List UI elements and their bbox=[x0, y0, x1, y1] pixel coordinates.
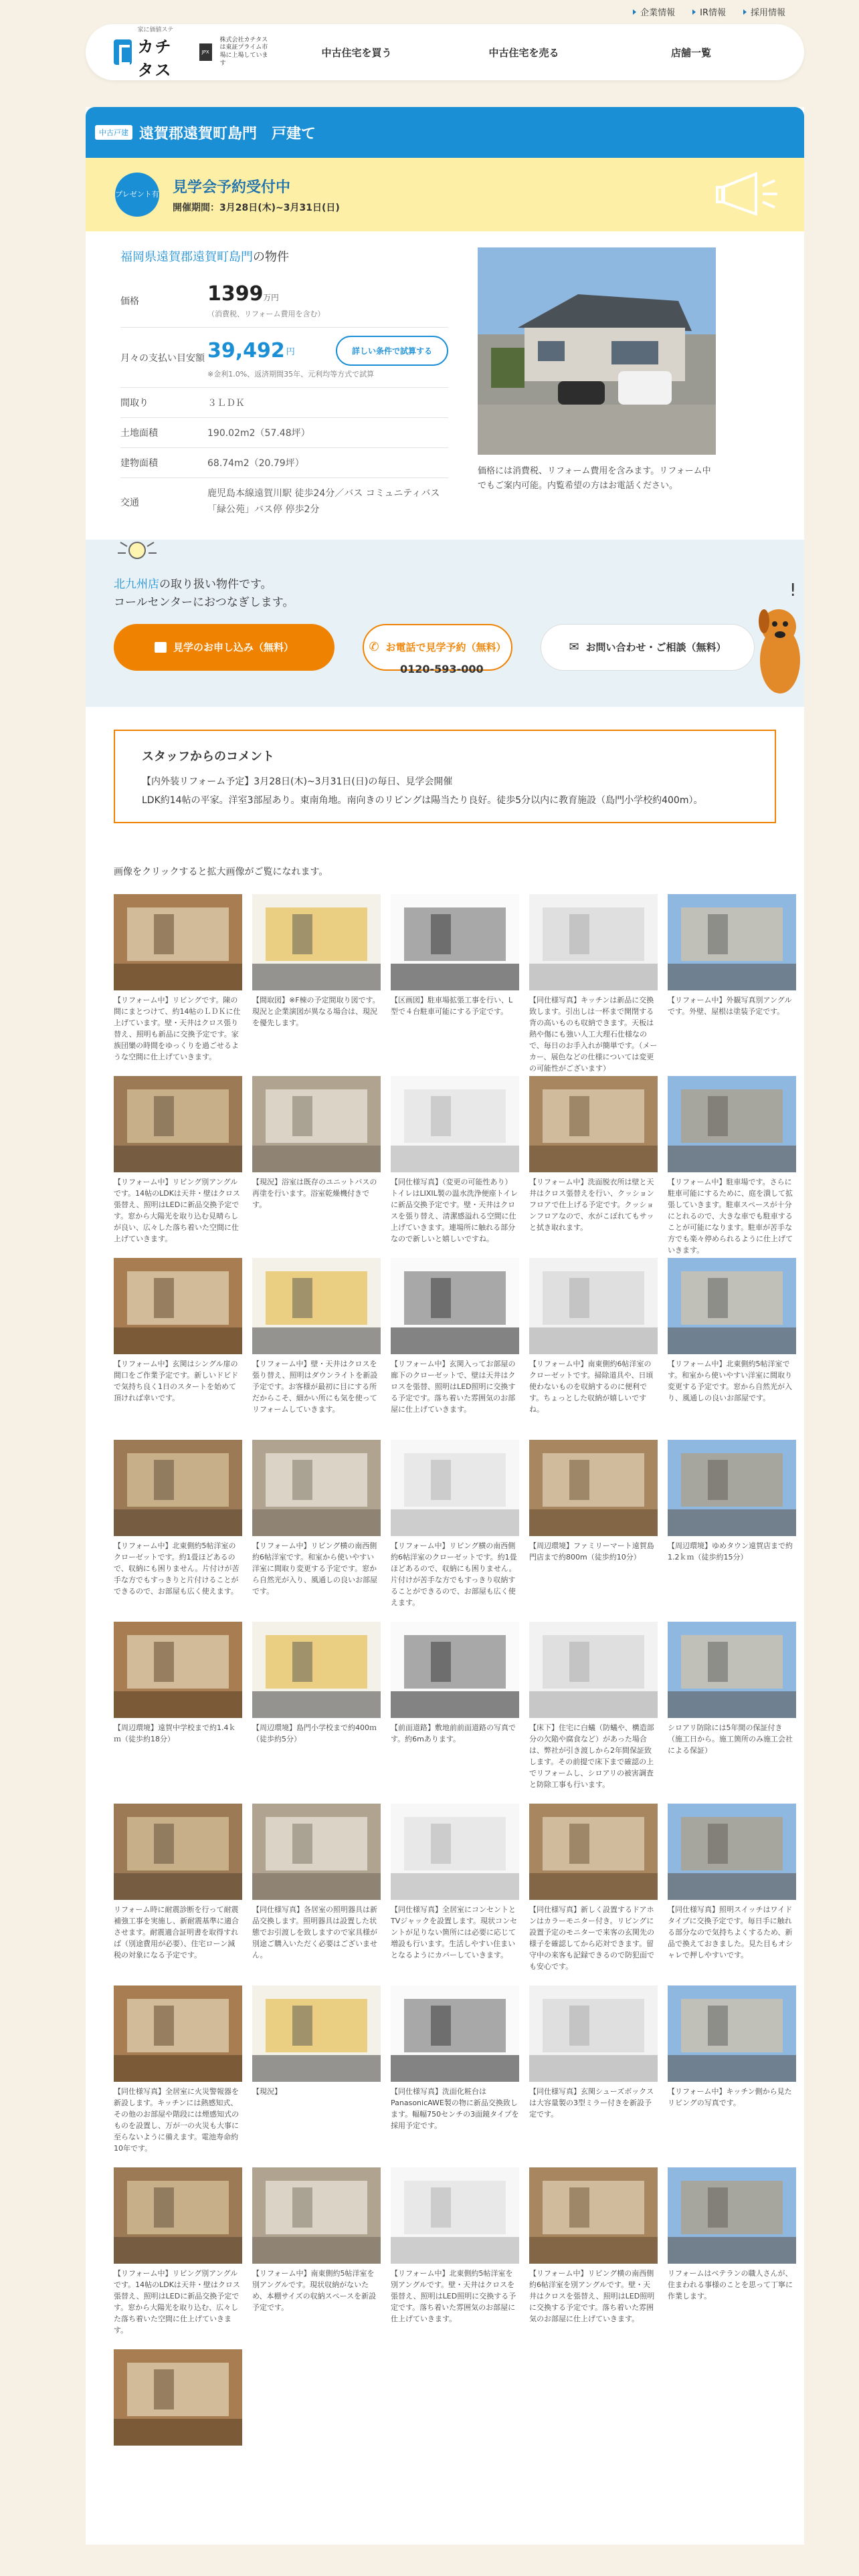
gallery-item[interactable] bbox=[391, 1440, 519, 1622]
gallery-caption: 【同仕様写真】照明スイッチはワイドタイプに交換予定です。毎日手に触れる部分なので気持ちよくするため、新品で換えておきました。見た目もオシャレで押しやすいです。 bbox=[668, 1905, 793, 1959]
gallery-caption: 【床下】住宅に白蟻（防蟻や、構造部分の欠陥や腐食など）があった場合は、弊社が引き渡しから2年間保証致します。その前提で床下まで確認の上でリフォームし、シロアリの被害調査と防除工事も行います。 bbox=[529, 1723, 654, 1789]
top-link-ir[interactable]: IR情報 bbox=[692, 5, 726, 18]
staff-comment bbox=[114, 730, 776, 823]
gallery-item[interactable] bbox=[391, 1804, 519, 1985]
gallery-caption: 【間取図】※F棟の予定間取り図です。現況と企業演図が異なる場合は、現況を優先します。 bbox=[252, 995, 380, 1027]
gallery-caption: 【リフォーム中】駐車場です。さらに駐車可能にするために、庭を潰して拡張していきます。駐車スペースが十分にとれるので、大きな車でも駐車することが可能になります。駐車が苦手な方でも楽々停められるように仕上げていきます。 bbox=[668, 1177, 793, 1255]
land-row bbox=[120, 418, 448, 448]
gallery-item[interactable] bbox=[668, 1804, 796, 1985]
gallery-caption: 【現況】 bbox=[252, 2086, 282, 2096]
property-info bbox=[86, 231, 804, 540]
gallery-item[interactable] bbox=[668, 1076, 796, 1258]
logo-name: カチタス bbox=[137, 37, 173, 80]
nav-sell[interactable]: 中古住宅を売る bbox=[488, 46, 559, 59]
svg-text:!: ! bbox=[789, 580, 797, 601]
gallery-caption: 【前面道路】敷地前前面道路の写真です。約6mあります。 bbox=[391, 1723, 516, 1743]
gallery-thumbnail[interactable] bbox=[114, 1622, 242, 1718]
gallery-caption: 【現況】浴室は既存のユニットバスの再塗を行います。浴室乾燥機付きです。 bbox=[252, 1177, 377, 1209]
visit-request-button[interactable] bbox=[114, 624, 335, 671]
property-heading-suffix: の物件 bbox=[253, 250, 289, 264]
gallery-caption: 【周辺環境】ゆめタウン遠賀店まで約1.2ｋｍ（徒歩約15分） bbox=[668, 1541, 793, 1562]
gallery-thumbnail[interactable] bbox=[252, 894, 381, 990]
gallery-thumbnail[interactable] bbox=[391, 1985, 519, 2082]
gallery-caption: 【リフォーム中】リビング横の南西側約6帖洋室です。和室から使いやすい洋室に間取り変更する予定です。窓から自然光が入り、風通しの良いお部屋です。 bbox=[252, 1541, 377, 1596]
gallery-caption: 【リフォーム中】北東側約5帖洋室のクローゼットです。約1畳ほどあるので、収納にも困りません。片付けが苦手な方でもすっきりと片付けることができるので、お部屋も広く使えます。 bbox=[114, 1541, 240, 1596]
property-area-link[interactable]: 福岡県遠賀郡遠賀町島門 bbox=[120, 250, 253, 264]
gallery-caption: 【周辺環境】島門小学校まで約400ｍ（徒歩約5分） bbox=[252, 1723, 377, 1743]
inquiry-button[interactable] bbox=[541, 624, 755, 671]
gallery-item[interactable] bbox=[114, 2167, 242, 2349]
gallery-thumbnail[interactable] bbox=[391, 1076, 519, 1172]
gallery-item[interactable] bbox=[668, 894, 796, 1076]
gallery-item[interactable] bbox=[668, 2167, 796, 2349]
gallery-thumbnail[interactable] bbox=[391, 1258, 519, 1354]
land-value: 190.02m2（57.48坪） bbox=[207, 428, 310, 439]
gallery-caption: リフォーム時に耐震診断を行って耐震補強工事を実施し、新耐震基準に適合させます。耐震適合証明書を取得すれば（別途費用が必要）、住宅ローン減税の対象になる予定です。 bbox=[114, 1905, 239, 1959]
gallery-thumbnail[interactable] bbox=[529, 894, 658, 990]
property-heading bbox=[120, 247, 448, 265]
site-header bbox=[86, 24, 804, 80]
top-links bbox=[633, 5, 785, 18]
gallery-thumbnail[interactable] bbox=[252, 2167, 381, 2264]
price-row bbox=[120, 274, 448, 328]
phone-booking-label: お電話で見学予約（無料） bbox=[385, 641, 506, 654]
gallery-caption: 【同仕様写真】洗面化粧台はPanasonicAWE製の物に新品交換致します。幅幅750センチの3面鏡タイプを採用予定です。 bbox=[391, 2086, 519, 2130]
logo-icon bbox=[114, 39, 132, 65]
gallery-thumbnail[interactable] bbox=[114, 1440, 242, 1536]
gallery-item[interactable] bbox=[529, 1076, 658, 1258]
gallery-thumbnail[interactable] bbox=[252, 1985, 381, 2082]
listing-tag: 中古戸建 bbox=[95, 125, 132, 140]
comment-line-2: LDK約14帖の平家。洋室3部屋あり。東南角地。南向きのリビングは陽当たり良好。徒歩5分以内に教育施設（島門小学校約400m）。 bbox=[142, 794, 703, 806]
gallery-thumbnail[interactable] bbox=[529, 1804, 658, 1900]
gallery-thumbnail[interactable] bbox=[391, 1804, 519, 1900]
contact-line-1-suffix: の取り扱い物件です。 bbox=[159, 577, 272, 591]
gallery-item[interactable] bbox=[252, 1804, 381, 1985]
monthly-row bbox=[120, 328, 448, 388]
gallery-caption: 【同仕様写真】全居室に火災警報器を新設します。キッチンには熱感知式、その他のお部屋や階段には煙感知式のものを設置し、万が一の火災も大事に至らないように備えます。電池寿命約10年です。 bbox=[114, 2086, 239, 2153]
megaphone-icon bbox=[716, 167, 780, 223]
gallery-thumbnail[interactable] bbox=[114, 2167, 242, 2264]
gallery-caption: 【リフォーム中】リビングです。陳の間にまとつけて、約14帖のＬＤＫに仕上げています。壁・天井はクロス張り替え、照明も新品に交換予定です。家族団欒の時間をゆっくりを過ごせるような空間に仕上げていきます。 bbox=[114, 995, 241, 1061]
gallery-caption: 【リフォーム中】壁・天井はクロスを張り替え、照明はダウンライトを新設予定です。お客様が最初に目にする所だからこそ、細かい所にも気を使ってリフォームしていきます。 bbox=[252, 1359, 378, 1414]
gallery-note: 画像をクリックすると拡大画像がご覧になれます。 bbox=[114, 866, 328, 877]
phone-number: 0120-593-000 bbox=[400, 662, 484, 675]
gallery-item[interactable] bbox=[252, 1622, 381, 1804]
gallery-caption: シロアリ防除には5年間の保証付き（施工日から。施工箇所のみ施工会社による保証） bbox=[668, 1723, 793, 1755]
gallery-thumbnail[interactable] bbox=[114, 1985, 242, 2082]
gallery-thumbnail[interactable] bbox=[114, 2349, 242, 2446]
gallery-item[interactable] bbox=[252, 1985, 381, 2167]
gallery-caption: リフォームはベテランの職人さんが、住まわれる事様のことを思って丁寧に作業します。 bbox=[668, 2268, 793, 2300]
gallery-caption: 【同仕様写真】（変更の可能性あり）トイレはLIXIL製の温水洗浄便座トイレに新品交換予定です。壁・天井はクロスを張り替え、清潔感溢れる空間に仕上げていきます。連場所に触れる部分なので新しいと嬉しいですね。 bbox=[391, 1177, 518, 1243]
gallery-caption: 【同仕様写真】全居室にコンセントとTVジャックを設置します。現状コンセントが足りない箇所には必要に応じて増設も行います。生活しやすい住まいとなるようにカバーしていきます。 bbox=[391, 1905, 518, 1959]
gallery-item[interactable] bbox=[391, 1258, 519, 1440]
event-banner bbox=[86, 158, 804, 231]
layout-row bbox=[120, 388, 448, 418]
gallery-caption: 【リフォーム中】キッチン側から見たリビングの写真です。 bbox=[668, 2086, 792, 2107]
jpx-badge: JPX bbox=[199, 43, 212, 61]
gallery-caption bbox=[114, 2450, 242, 2530]
gallery-caption: 【リフォーム中】南東側約6帖洋室のクローゼットです。掃除道具や、日頃使わないものを収納するのに便利です。ちょっとした収納が嬉しいですね。 bbox=[529, 1359, 654, 1414]
mail-icon: ✉ bbox=[569, 640, 579, 655]
gallery-thumbnail[interactable] bbox=[529, 2167, 658, 2264]
layout-value: ３ＬＤＫ bbox=[207, 398, 245, 409]
gallery-thumbnail[interactable] bbox=[668, 2167, 796, 2264]
gallery-item[interactable] bbox=[668, 1622, 796, 1804]
transport-label: 交通 bbox=[120, 497, 139, 508]
gallery-caption: 【リフォーム中】外観写真別アングルです。外壁、屋根は塗装予定です。 bbox=[668, 995, 792, 1016]
layout-label: 間取り bbox=[120, 398, 149, 409]
gallery-thumbnail[interactable] bbox=[668, 1076, 796, 1172]
building-value: 68.74m2（20.79坪） bbox=[207, 458, 304, 469]
main-nav bbox=[273, 45, 775, 60]
monthly-unit: 円 bbox=[286, 347, 295, 357]
gallery-caption: 【リフォーム中】南東側約5帖洋室を別アングルです。現状収納がないため、本棚サイズの収納スペースを新設予定です。 bbox=[252, 2268, 377, 2312]
gallery-thumbnail[interactable] bbox=[391, 1622, 519, 1718]
building-label: 建物面積 bbox=[120, 458, 158, 469]
photo-gallery bbox=[114, 894, 804, 2531]
monthly-label: 月々の支払い目安額 bbox=[120, 352, 205, 364]
gallery-caption: 【同仕様写真】新しく設置するドアホンはカラーモニター付き。リビングに設置予定のモニターで来客の玄関先の様子を確認してから応対できます。留守中の来客も記録できるので防犯面でも安心です。 bbox=[529, 1905, 654, 1971]
page-title: 遠賀郡遠賀町島門 戸建て bbox=[139, 125, 316, 142]
gallery-caption: 【リフォーム中】洗面脱衣所は壁と天井はクロス張替えを行い、クッションフロアで仕上げる予定です。クッションフロアなので、水がこぼれてもサッと拭き取れます。 bbox=[529, 1177, 654, 1232]
listing-note: 株式会社カチタスは東証プライム市場に上場しています bbox=[219, 36, 268, 67]
gallery-caption: 【リフォーム中】北東側約5帖洋室を別アングルです。壁・天井はクロスを張替え、照明はLED照明に交換する予定です。落ち着いた雰囲気のお部屋に仕上げていきます。 bbox=[391, 2268, 516, 2323]
gallery-caption: 【リフォーム中】リビング横の南西側約6帖洋室のクローゼットです。約1畳ほどあるので、収納にも困りません。片付けが苦手な方でもすっきり収納することができるので、お部屋も広く使えます。 bbox=[391, 1541, 517, 1607]
transport-value: 鹿児島本線遠賀川駅 徒歩24分／バス コミュニティバス「緑公苑」バス停 停歩2分 bbox=[207, 488, 440, 515]
contact-line-1 bbox=[114, 576, 804, 594]
gallery-item[interactable] bbox=[114, 894, 242, 1076]
gallery-item[interactable] bbox=[529, 1804, 658, 1985]
nav-buy[interactable]: 中古住宅を買う bbox=[321, 46, 392, 59]
gallery-item[interactable] bbox=[252, 1258, 381, 1440]
gallery-item[interactable] bbox=[252, 1076, 381, 1258]
gallery-thumbnail[interactable] bbox=[529, 1258, 658, 1354]
logo-tagline: 家に価値ステ bbox=[137, 26, 174, 33]
contact-section bbox=[86, 540, 804, 707]
gallery-item[interactable] bbox=[391, 1076, 519, 1258]
gallery-item[interactable] bbox=[114, 1440, 242, 1622]
present-badge: プレゼント有 bbox=[115, 173, 159, 217]
inquiry-label: お問い合わせ・ご相談（無料） bbox=[585, 641, 727, 654]
gallery-caption: 【リフォーム中】北東側約5帖洋室です。和室から使いやすい洋室に間取り変更する予定です。窓から自然光が入り、風通しの良いお部屋です。 bbox=[668, 1359, 793, 1402]
gallery-thumbnail[interactable] bbox=[529, 1440, 658, 1536]
simulate-button[interactable]: 詳しい条件で試算する bbox=[336, 336, 448, 366]
gallery-thumbnail[interactable] bbox=[252, 1804, 381, 1900]
gallery-caption: 【同仕様写真】キッチンは新品に交換致します。引出しは一杯まで開閉する背の高いものも収納できます。天板は熱や傷にも強い人工大理石仕様なので、毎日のお手入れが簡単です。（メーカー、展色などの仕様については変更の可能性がございます） bbox=[529, 995, 658, 1073]
gallery-thumbnail[interactable] bbox=[668, 1804, 796, 1900]
gallery-caption: 【リフォーム中】玄関入ってお部屋の廊下のクローゼットで、壁は天井はクロスを張替、照明はLED照明に交換する予定です。落ち着いた雰囲気のお部屋に仕上げていきます。 bbox=[391, 1359, 516, 1414]
gallery-thumbnail[interactable] bbox=[114, 894, 242, 990]
monthly-note: ※金利1.0%、返済期間35年、元利均等方式で試算 bbox=[207, 370, 375, 379]
photo-caption: 価格には消費税、リフォーム費用を含みます。リフォーム中でもご案内可能。内覧希望の方はお電話ください。 bbox=[478, 466, 711, 492]
gallery-caption: 【周辺環境】ファミリーマート遠賀島門店まで約800m（徒歩約10分） bbox=[529, 1541, 654, 1562]
gallery-thumbnail[interactable] bbox=[391, 2167, 519, 2264]
price-unit: 万円 bbox=[263, 293, 279, 302]
gallery-item[interactable] bbox=[391, 1622, 519, 1804]
gallery-thumbnail[interactable] bbox=[114, 1804, 242, 1900]
gallery-thumbnail[interactable] bbox=[668, 1258, 796, 1354]
top-link-recruit[interactable]: 採用情報 bbox=[743, 5, 785, 18]
gallery-item[interactable] bbox=[114, 2349, 242, 2531]
listing-title-bar bbox=[86, 107, 804, 158]
gallery-thumbnail[interactable] bbox=[252, 1622, 381, 1718]
gallery-thumbnail[interactable] bbox=[391, 894, 519, 990]
event-date: 開催期間：3月28日(木)~3月31日(日) bbox=[173, 202, 340, 213]
gallery-thumbnail[interactable] bbox=[252, 1258, 381, 1354]
price-note: （消費税、リフォーム費用を含む） bbox=[207, 310, 325, 318]
gallery-item[interactable] bbox=[529, 1622, 658, 1804]
gallery-thumbnail[interactable] bbox=[252, 1076, 381, 1172]
phone-icon: ✆ bbox=[369, 640, 379, 655]
gallery-caption: 【リフォーム中】リビング横の南西側約6帖洋室を別アングルです。壁・天井はクロスを張替え、照明はLED照明に交換する予定です。落ち着いた雰囲気のお部屋に仕上げていきます。 bbox=[529, 2268, 655, 2323]
calendar-icon bbox=[155, 642, 167, 653]
gallery-caption: 【同仕様写真】各居室の照明器具は新品交換します。照明器具は設置した状態でお引渡しを致しますので家具様が別途ご購入いただく必要はございません。 bbox=[252, 1905, 377, 1959]
site-logo[interactable] bbox=[114, 25, 273, 80]
gallery-item[interactable] bbox=[391, 1985, 519, 2167]
store-link[interactable]: 北九州店 bbox=[114, 577, 159, 591]
gallery-item[interactable] bbox=[114, 1804, 242, 1985]
price-label: 価格 bbox=[120, 296, 139, 307]
contact-line-2: コールセンターにおつなぎします。 bbox=[114, 595, 294, 609]
monthly-value: 39,492 bbox=[207, 339, 285, 362]
gallery-caption: 【リフォーム中】リビング別アングルです。14帖のLDKは天井・壁はクロス張替え、照明はLEDに新品交換予定です。窓から大陽光を取り込む見晴らしが良い、広々した落ち着いた空間に仕上げていきます。 bbox=[114, 1177, 240, 1243]
gallery-thumbnail[interactable] bbox=[529, 1076, 658, 1172]
gallery-item[interactable] bbox=[114, 1076, 242, 1258]
gallery-caption: 【同仕様写真】玄関シューズボックスは大容量製の3型ミラー付きを新設予定です。 bbox=[529, 2086, 654, 2119]
gallery-item[interactable] bbox=[529, 1258, 658, 1440]
gallery-item[interactable] bbox=[391, 2167, 519, 2349]
comment-line-1: 【内外装リフォーム予定】3月28日(木)~3月31日(日)の毎日、見学会開催 bbox=[142, 776, 453, 787]
property-main-photo[interactable] bbox=[478, 247, 716, 455]
event-title: 見学会予約受付中 bbox=[173, 179, 291, 196]
gallery-item[interactable] bbox=[529, 1985, 658, 2167]
gallery-item[interactable] bbox=[114, 1622, 242, 1804]
house-exterior-image bbox=[478, 247, 716, 455]
gallery-thumbnail[interactable] bbox=[252, 1440, 381, 1536]
gallery-item[interactable] bbox=[529, 2167, 658, 2349]
gallery-item[interactable] bbox=[529, 894, 658, 1076]
nav-stores[interactable]: 店舗一覧 bbox=[670, 46, 711, 59]
gallery-thumbnail[interactable] bbox=[668, 1440, 796, 1536]
gallery-item[interactable] bbox=[668, 1985, 796, 2167]
gallery-item[interactable] bbox=[252, 1440, 381, 1622]
gallery-thumbnail[interactable] bbox=[529, 1985, 658, 2082]
property-main bbox=[86, 107, 804, 2545]
gallery-item[interactable] bbox=[529, 1440, 658, 1622]
gallery-item[interactable] bbox=[114, 1258, 242, 1440]
gallery-item[interactable] bbox=[114, 1985, 242, 2167]
transport-row bbox=[120, 478, 448, 526]
gallery-thumbnail[interactable] bbox=[668, 894, 796, 990]
gallery-thumbnail[interactable] bbox=[114, 1076, 242, 1172]
gallery-item[interactable] bbox=[668, 1258, 796, 1440]
comment-title: スタッフからのコメント bbox=[142, 749, 274, 764]
building-row bbox=[120, 448, 448, 478]
top-link-company[interactable]: 企業情報 bbox=[633, 5, 675, 18]
gallery-caption: 【リフォーム中】リビング別アングルです。14帖のLDKは天井・壁はクロス張替え、照明はLEDに新品交換予定です。窓から大陽光を取り込む、広々した落ち着いた空間に仕上げていきます。 bbox=[114, 2268, 240, 2335]
gallery-item[interactable] bbox=[252, 894, 381, 1076]
lightbulb-icon bbox=[114, 536, 161, 565]
gallery-caption: 【周辺環境】遠賀中学校まで約1.4ｋｍ（徒歩約18分） bbox=[114, 1723, 236, 1743]
gallery-thumbnail[interactable] bbox=[529, 1622, 658, 1718]
gallery-thumbnail[interactable] bbox=[668, 1985, 796, 2082]
gallery-item[interactable] bbox=[391, 894, 519, 1076]
mascot-dog-icon bbox=[751, 580, 804, 707]
gallery-thumbnail[interactable] bbox=[668, 1622, 796, 1718]
land-label: 土地面積 bbox=[120, 428, 158, 439]
gallery-caption: 【区画図】駐車場拡張工事を行い、L型で４台駐車可能にする予定です。 bbox=[391, 995, 513, 1016]
visit-request-label: 見学のお申し込み（無料） bbox=[173, 641, 294, 654]
gallery-thumbnail[interactable] bbox=[391, 1440, 519, 1536]
gallery-caption: 【リフォーム中】玄関はシングル扉の間口をご作業予定です。新しいドビドで気持ち良く1日のスタートを始めて頂ければ幸いです。 bbox=[114, 1359, 239, 1402]
gallery-thumbnail[interactable] bbox=[114, 1258, 242, 1354]
price-value: 1399 bbox=[207, 282, 264, 306]
gallery-item[interactable] bbox=[252, 2167, 381, 2349]
gallery-item[interactable] bbox=[668, 1440, 796, 1622]
